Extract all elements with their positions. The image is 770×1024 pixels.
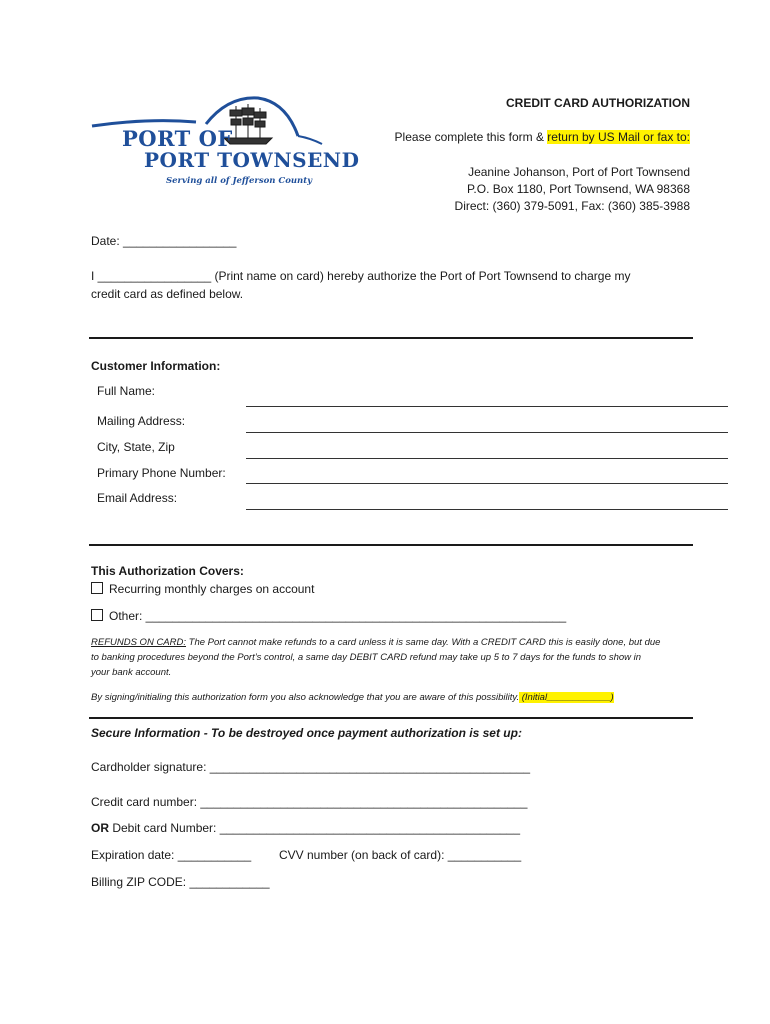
email-label: Email Address: <box>97 491 178 505</box>
debit-card-line[interactable] <box>91 821 520 836</box>
refund-text1: The Port cannot make refunds to a card unless it is same day. With a CREDIT CARD this is easily done, but due <box>186 637 661 648</box>
initial-field[interactable]: (Initial____________) <box>519 692 614 703</box>
logo-line2: PORT TOWNSEND <box>144 148 360 172</box>
section-divider-2 <box>89 544 693 546</box>
full-name-field[interactable] <box>246 406 728 407</box>
recurring-option[interactable] <box>91 582 314 597</box>
phone-label: Primary Phone Number: <box>97 466 226 480</box>
full-name-label: Full Name: <box>97 384 156 398</box>
cardholder-signature-field[interactable]: Cardholder signature: ________________________________________________ <box>91 760 531 774</box>
mail-address-3: Direct: (360) 379-5091, Fax: (360) 385-3988 <box>454 199 690 213</box>
authorize-line2: credit card as defined below. <box>91 287 244 301</box>
refund-line1 <box>91 635 660 650</box>
phone-field[interactable] <box>246 483 728 484</box>
mail-address-1: Jeanine Johanson, Port of Port Townsend <box>468 165 690 179</box>
other-option[interactable] <box>91 609 566 624</box>
logo-line1: PORT OF <box>122 126 233 151</box>
other-label: Other: _______________________________________________________________ <box>109 609 567 623</box>
coverage-heading: This Authorization Covers: <box>91 564 244 578</box>
debit-card-field[interactable]: Debit card Number: _____________________________________________ <box>109 821 521 835</box>
debit-or: OR <box>91 821 109 835</box>
refund-label: REFUNDS ON CARD: <box>91 637 187 648</box>
section-divider-1 <box>89 337 693 339</box>
instruction-line <box>395 130 690 145</box>
form-title: CREDIT CARD AUTHORIZATION <box>506 96 690 110</box>
recurring-label: Recurring monthly charges on account <box>109 582 315 596</box>
mail-address-2: P.O. Box 1180, Port Townsend, WA 98368 <box>466 182 690 196</box>
port-logo <box>88 92 360 192</box>
other-checkbox[interactable] <box>91 609 103 621</box>
instruction-pre: Please complete this form & <box>394 130 548 144</box>
mailing-address-field[interactable] <box>246 432 728 433</box>
city-state-zip-label: City, State, Zip <box>97 440 175 454</box>
city-state-zip-field[interactable] <box>246 458 728 459</box>
secure-heading: Secure Information - To be destroyed once payment authorization is set up: <box>91 726 522 740</box>
mailing-address-label: Mailing Address: <box>97 414 186 428</box>
customer-heading: Customer Information: <box>91 359 221 373</box>
credit-card-field[interactable]: Credit card number: _________________________________________________ <box>91 795 528 809</box>
acknowledge-text: By signing/initialing this authorization form you also acknowledge that you are aware of this possibility. <box>91 692 520 703</box>
authorize-line1[interactable]: I _________________ (Print name on card) hereby authorize the Port of Port Townsend to charge my <box>91 269 631 283</box>
billing-zip-field[interactable]: Billing ZIP CODE: ____________ <box>91 875 270 889</box>
refund-line3: your bank account. <box>91 667 172 678</box>
cvv-field[interactable]: CVV number (on back of card): ___________ <box>279 848 522 862</box>
refund-line2: to banking procedures beyond the Port’s control, a same day DEBIT CARD refund may take up 5 to 7 days for the funds to show in <box>91 652 642 663</box>
recurring-checkbox[interactable] <box>91 582 103 594</box>
email-field[interactable] <box>246 509 728 510</box>
section-divider-3 <box>89 717 693 719</box>
expiration-field[interactable]: Expiration date: ___________ <box>91 848 252 862</box>
acknowledge-line[interactable] <box>91 690 614 705</box>
date-field[interactable]: Date: _________________ <box>91 234 237 248</box>
logo-tagline: Serving all of Jefferson County <box>166 176 313 186</box>
instruction-highlight: return by US Mail or fax to: <box>547 130 690 144</box>
